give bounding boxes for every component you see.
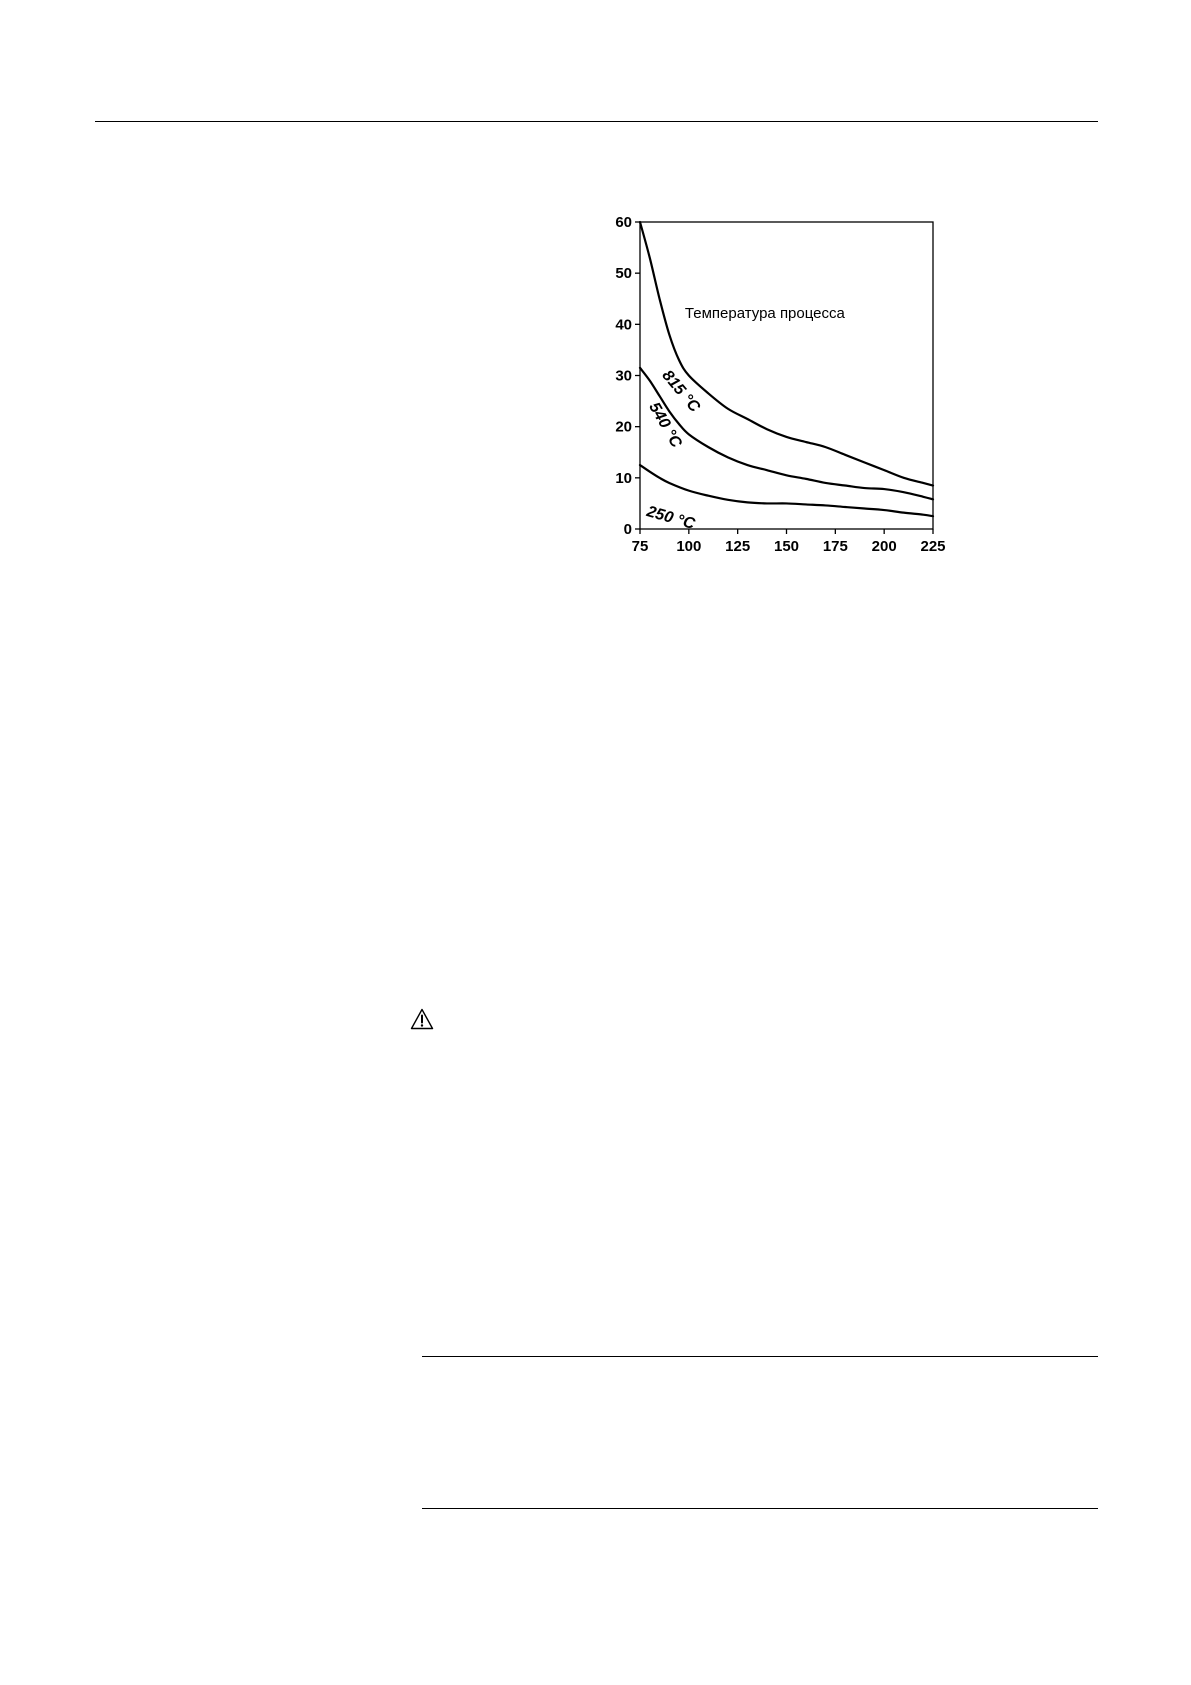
series-label: 540 °C <box>645 399 685 451</box>
x-tick-label: 200 <box>871 538 897 555</box>
plot-frame <box>640 222 933 529</box>
x-tick-label: 225 <box>920 538 946 555</box>
chart-annotation: Температура процесса <box>684 305 845 323</box>
series-line <box>640 222 933 486</box>
x-tick-label: 150 <box>773 538 800 555</box>
x-tick-label: 125 <box>725 538 751 555</box>
series-lines <box>640 222 933 516</box>
y-tick-label: 0 <box>623 521 632 538</box>
series-labels <box>644 367 703 533</box>
y-tick-label: 10 <box>615 469 632 487</box>
series-label: 815 °C <box>658 367 704 416</box>
y-axis-ticks <box>615 214 640 538</box>
separator-rule <box>422 1356 1098 1357</box>
header-rule <box>95 121 1098 122</box>
warning-icon <box>410 1008 434 1030</box>
x-axis-ticks <box>632 529 946 555</box>
x-tick-label: 100 <box>676 538 702 555</box>
y-tick-label: 20 <box>615 418 632 436</box>
y-tick-label: 30 <box>615 367 632 385</box>
y-tick-label: 60 <box>615 214 632 231</box>
separator-rule <box>422 1508 1098 1509</box>
y-tick-label: 40 <box>615 316 632 334</box>
x-tick-label: 75 <box>631 538 649 555</box>
y-tick-label: 50 <box>615 265 632 283</box>
x-tick-label: 175 <box>822 538 848 555</box>
line-chart <box>610 205 948 555</box>
series-label: 250 °C <box>644 503 697 534</box>
